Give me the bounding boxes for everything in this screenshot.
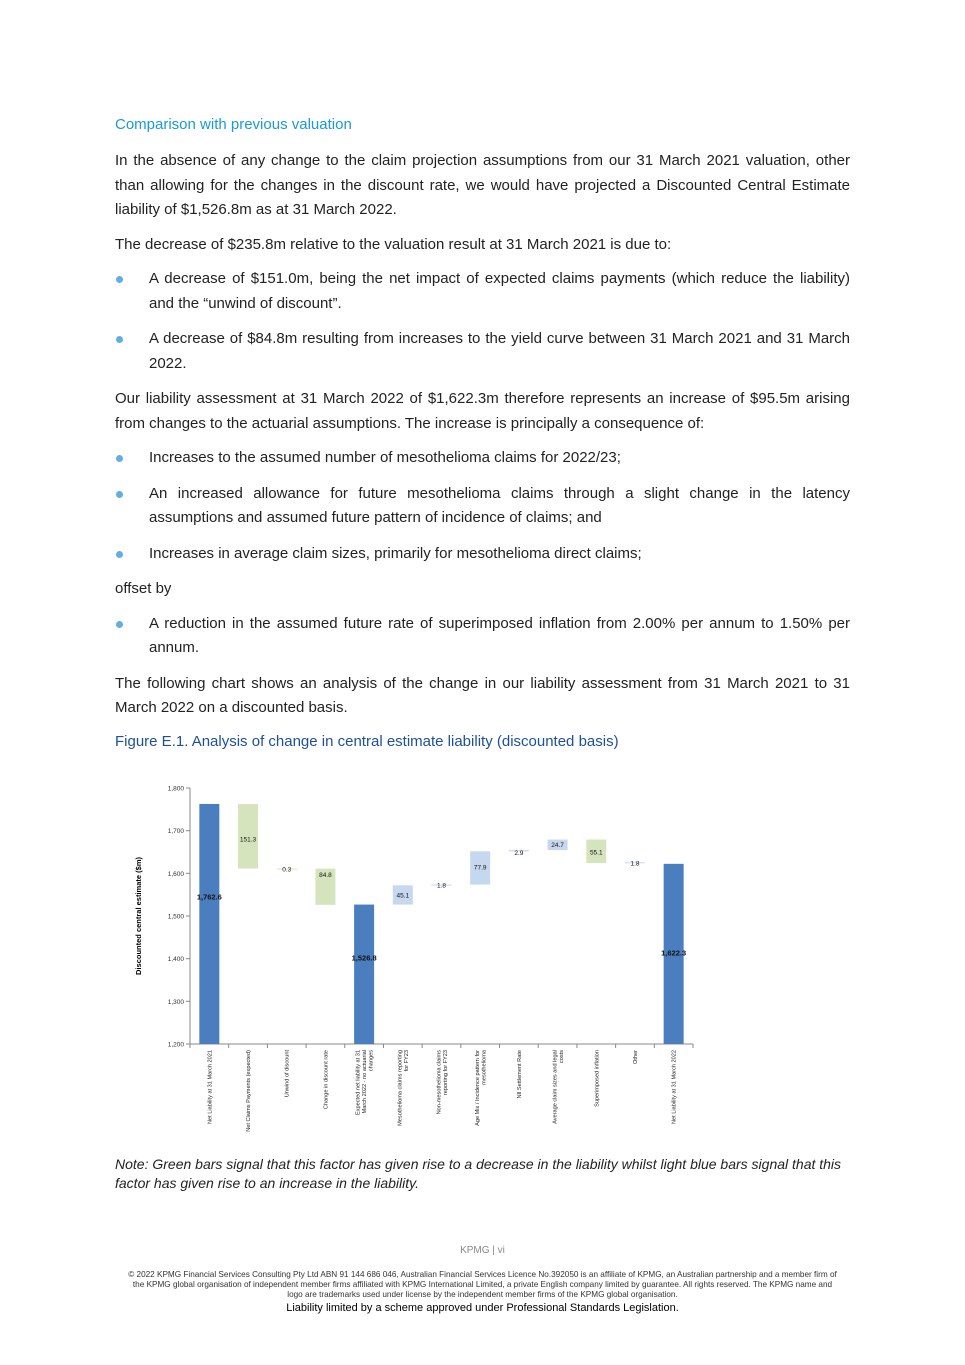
chart-note: Note: Green bars signal that this factor has given rise to a decrease in the liability whilst light blue bars signal that this factor has given rise to an increase in the liability. xyxy=(115,1156,842,1191)
y-tick-label: 1,300 xyxy=(167,998,184,1006)
list-item xyxy=(115,612,850,661)
footer-liability-text: Liability limited by a scheme approved under Professional Standards Legislation. xyxy=(286,1302,679,1314)
content-body xyxy=(115,114,850,753)
list-item-text: A decrease of $84.8m resulting from increases to the yield curve between 31 March 2021 and 31 March 2022. xyxy=(149,330,850,372)
x-category-label: Age Mix / Incidence pattern formesothelioma xyxy=(474,1050,488,1126)
bar-value-label: 45.1 xyxy=(396,892,410,900)
list-item xyxy=(115,482,850,531)
x-category-label: Mesothelioma claims reportingfor FY23 xyxy=(397,1050,411,1126)
x-category-label: Superimposed inflation xyxy=(594,1050,601,1107)
x-category-label: Change in discount rate xyxy=(323,1050,330,1110)
list-item-text: Increases to the assumed number of mesothelioma claims for 2022/23; xyxy=(149,449,621,466)
bullet-icon xyxy=(116,336,123,343)
bullet-icon xyxy=(116,491,123,498)
x-category-label: Expected net liability at 31March 2022 - no actuarialchanges xyxy=(355,1050,375,1115)
bar-value-label: 24.7 xyxy=(551,842,564,850)
y-tick-label: 1,500 xyxy=(167,913,184,921)
list-item-text: A decrease of $151.0m, being the net impact of expected claims payments (which reduce the liability) and the “unwind of discount”. xyxy=(149,270,850,312)
bar-value-label: 1.8 xyxy=(630,860,640,868)
x-category-label: Net Claims Payments (expected) xyxy=(246,1050,253,1132)
bar-value-label: 151.3 xyxy=(239,836,257,844)
x-category-label: Net Liability at 31 March 2022 xyxy=(671,1050,678,1125)
paragraph-2: The decrease of $235.8m relative to the valuation result at 31 March 2021 is due to: xyxy=(115,235,672,253)
bar-value-label: 77.9 xyxy=(473,864,487,872)
paragraph-4: offset by xyxy=(115,580,172,597)
waterfall-bar xyxy=(199,804,219,1044)
footer-legal-text: © 2022 KPMG Financial Services Consulting Pty Ltd ABN 91 144 686 046, Australian Financial Services Licence No.392050 is an affiliate of KPMG, an Australian partnership and a member firm of the KPMG global organisation of independent member firms affiliated with KPMG International Limited, a private English company limited by guarantee. All rights reserved. The KPMG name and logo are trademarks used under license by the independent member firms of the KPMG global organisation. xyxy=(128,1270,837,1299)
list-item xyxy=(115,327,850,376)
x-category-label: Average claim sizes and legalcosts xyxy=(552,1050,565,1124)
y-tick-label: 1,800 xyxy=(167,785,184,793)
list-item xyxy=(115,446,850,471)
x-category-label: Non-mesothelioma claimsreporting for FY23 xyxy=(436,1050,449,1115)
bullet-icon xyxy=(116,621,123,628)
bullet-icon xyxy=(116,455,123,462)
figure-title: Figure E.1. Analysis of change in central estimate liability (discounted basis) xyxy=(115,732,619,750)
list-item xyxy=(115,542,850,567)
decrease-bullet-list xyxy=(115,267,850,376)
bar-value-label: 0.3 xyxy=(282,866,292,874)
y-tick-label: 1,200 xyxy=(167,1041,184,1049)
y-tick-label: 1,400 xyxy=(167,956,184,964)
x-category-label: NIl Settlement Rate xyxy=(516,1050,523,1099)
y-tick-label: 1,600 xyxy=(167,870,184,878)
list-item xyxy=(115,267,850,316)
paragraph-5: The following chart shows an analysis of the change in our liability assessment from 31 March 2021 to 31 March 2022 on a discounted basis. xyxy=(115,674,850,716)
paragraph-3: Our liability assessment at 31 March 2022 of $1,622.3m therefore represents an increase of $95.5m arising from changes to the actuarial assumptions. The increase is principally a consequence of: xyxy=(115,390,850,432)
bar-value-label: 55.1 xyxy=(589,849,603,857)
section-heading: Comparison with previous valuation xyxy=(115,116,352,133)
list-item-text: A reduction in the assumed future rate of superimposed inflation from 2.00% per annum to 1.50% per annum. xyxy=(149,614,850,656)
x-category-label: Other xyxy=(632,1050,639,1064)
x-category-label: Net Liability at 31 March 2021 xyxy=(207,1050,214,1125)
bar-value-label: 1,622.3 xyxy=(661,948,687,958)
x-category-label: Unwind of discount xyxy=(284,1050,291,1098)
list-item-text: Increases in average claim sizes, primarily for mesothelioma direct claims; xyxy=(149,544,642,562)
bar-value-label: 1,526.8 xyxy=(351,953,377,963)
bar-value-label: 2.9 xyxy=(514,849,524,857)
offset-bullet-list xyxy=(115,612,850,661)
bullet-icon xyxy=(116,551,123,558)
footer-page-id: KPMG | vi xyxy=(460,1245,505,1256)
bullet-icon xyxy=(116,276,123,283)
bar-value-label: 1.8 xyxy=(436,882,447,890)
waterfall-chart xyxy=(115,776,715,1146)
bar-value-label: 1,762.6 xyxy=(196,892,222,902)
paragraph-1: In the absence of any change to the claim projection assumptions from our 31 March 2021 valuation, other than allowing for the changes in the discount rate, we would have projected a Discounted Central Estimate liability of $1,526.8m as at 31 March 2022. xyxy=(115,152,850,218)
y-tick-label: 1,700 xyxy=(167,828,184,836)
increase-bullet-list xyxy=(115,446,850,566)
list-item-text: An increased allowance for future mesothelioma claims through a slight change in the latency assumptions and assumed future pattern of incidence of claims; and xyxy=(149,484,850,526)
bar-value-label: 84.8 xyxy=(319,872,332,880)
waterfall-bar xyxy=(354,905,374,1044)
y-axis-label: Discounted central estimate ($m) xyxy=(134,857,143,975)
